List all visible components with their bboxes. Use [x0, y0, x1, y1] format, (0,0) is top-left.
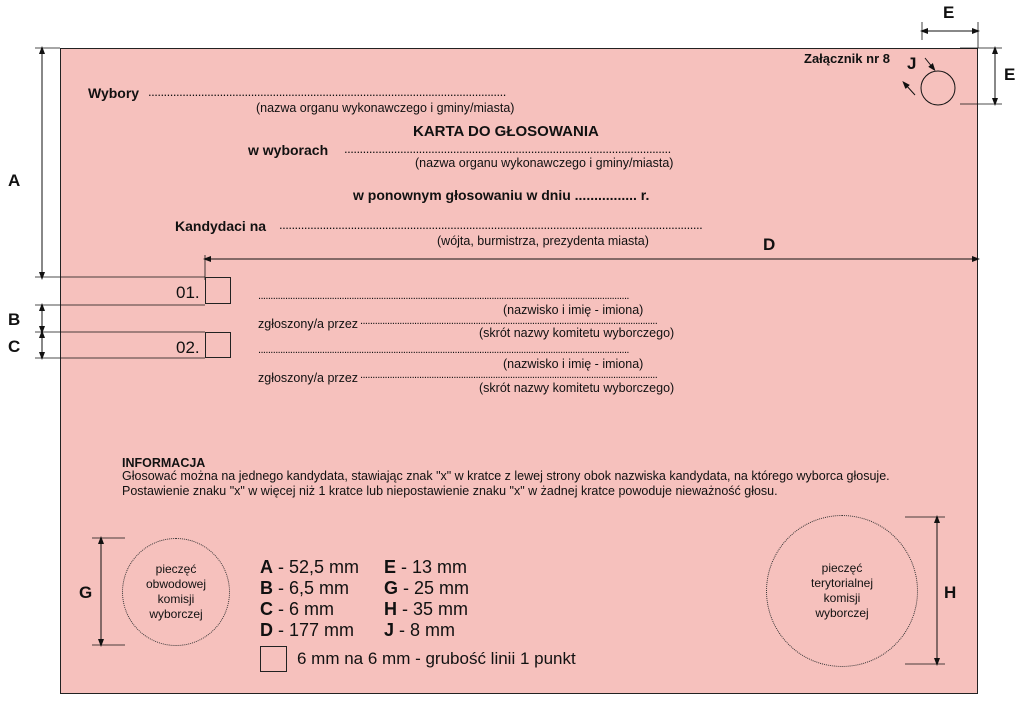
stamp-text: obwodowej — [145, 577, 207, 591]
legend-item-h: H - 35 mm — [384, 599, 469, 619]
dim-label-a: A — [8, 171, 21, 190]
wybory-label: Wybory — [88, 85, 140, 101]
candidate-name-dots: ....................................................................................................................................................... — [258, 290, 629, 302]
candidate-name-caption: (nazwisko i imię - imiona) — [503, 357, 644, 371]
submitted-by-label: zgłoszony/a przez — [258, 317, 359, 331]
committee-caption: (skrót nazwy komitetu wyborczego) — [479, 326, 675, 340]
w-wyborach-label: w wyborach — [248, 142, 329, 158]
submitted-by-label: zgłoszony/a przez — [258, 371, 359, 385]
stamp-text: wyborczej — [149, 607, 203, 621]
annex-label: Załącznik nr 8 — [804, 51, 890, 66]
stamp-text: komisji — [823, 591, 861, 605]
legend-item-a: A - 52,5 mm — [260, 557, 360, 577]
box-size-sample — [260, 646, 287, 672]
info-line-1: Głosować można na jednego kandydata, stawiając znak "x" w kratce z lewej strony obok nazwiska kandydata, na którego wyborca głosuje. — [122, 469, 890, 483]
submitted-by-dots: ......................................................................................................................... — [360, 315, 658, 327]
stamp-text: komisji — [157, 592, 195, 606]
w-wyborach-caption: (nazwa organu wykonawczego i gminy/miasta) — [415, 156, 674, 170]
vote-checkbox[interactable] — [205, 332, 231, 358]
submitted-by-dots: ......................................................................................................................... — [360, 369, 658, 381]
stamp-text: pieczęć — [821, 561, 863, 575]
dim-label-g: G — [79, 583, 93, 602]
committee-caption: (skrót nazwy komitetu wyborczego) — [479, 381, 675, 395]
legend-item-d: D - 177 mm — [260, 620, 355, 640]
candidate-number: 02. — [176, 338, 200, 357]
candidate-name-dots: ....................................................................................................................................................... — [258, 344, 629, 356]
legend-item-e: E - 13 mm — [384, 557, 468, 577]
dim-label-b: B — [8, 310, 21, 329]
kandydaci-label: Kandydaci na — [175, 218, 267, 234]
legend-item-c: C - 6 mm — [260, 599, 334, 619]
dim-label-j: J — [907, 54, 917, 73]
candidate-name-caption: (nazwisko i imię - imiona) — [503, 303, 644, 317]
legend-item-g: G - 25 mm — [384, 578, 470, 598]
stamp-text: wyborczej — [815, 606, 869, 620]
kandydaci-caption: (wójta, burmistrza, prezydenta miasta) — [437, 234, 649, 248]
info-title: INFORMACJA — [122, 456, 206, 470]
w-wyborach-dots: ......................................................................................................... — [344, 141, 671, 156]
kandydaci-dots: ........................................................................................................................................ — [279, 217, 703, 232]
dim-label-e-right: E — [1004, 65, 1016, 84]
info-line-2: Postawienie znaku "x" w więcej niż 1 kratce lub niepostawienie znaku "x" w żadnej kratce powoduje nieważność głosu. — [122, 484, 778, 498]
dim-label-h: H — [944, 583, 957, 602]
second-round-line: w ponownym głosowaniu w dniu ................ r. — [353, 187, 650, 203]
legend-item-b: B - 6,5 mm — [260, 578, 350, 598]
box-size-legend: 6 mm na 6 mm - grubość linii 1 punkt — [297, 649, 576, 668]
district-commission-stamp — [122, 538, 230, 646]
dim-label-c: C — [8, 337, 21, 356]
stamp-text: terytorialnej — [810, 576, 874, 590]
territorial-commission-stamp — [766, 515, 918, 667]
stamp-text: pieczęć — [155, 562, 197, 576]
dim-label-e-top: E — [943, 3, 955, 22]
wybory-dots: ................................................................................................................... — [148, 84, 506, 99]
candidate-number: 01. — [176, 283, 200, 302]
page-title: KARTA DO GŁOSOWANIA — [413, 123, 599, 140]
dim-label-d: D — [763, 235, 776, 254]
wybory-caption: (nazwa organu wykonawczego i gminy/miasta) — [256, 101, 515, 115]
legend-item-j: J - 8 mm — [384, 620, 456, 640]
vote-checkbox[interactable] — [205, 277, 231, 304]
